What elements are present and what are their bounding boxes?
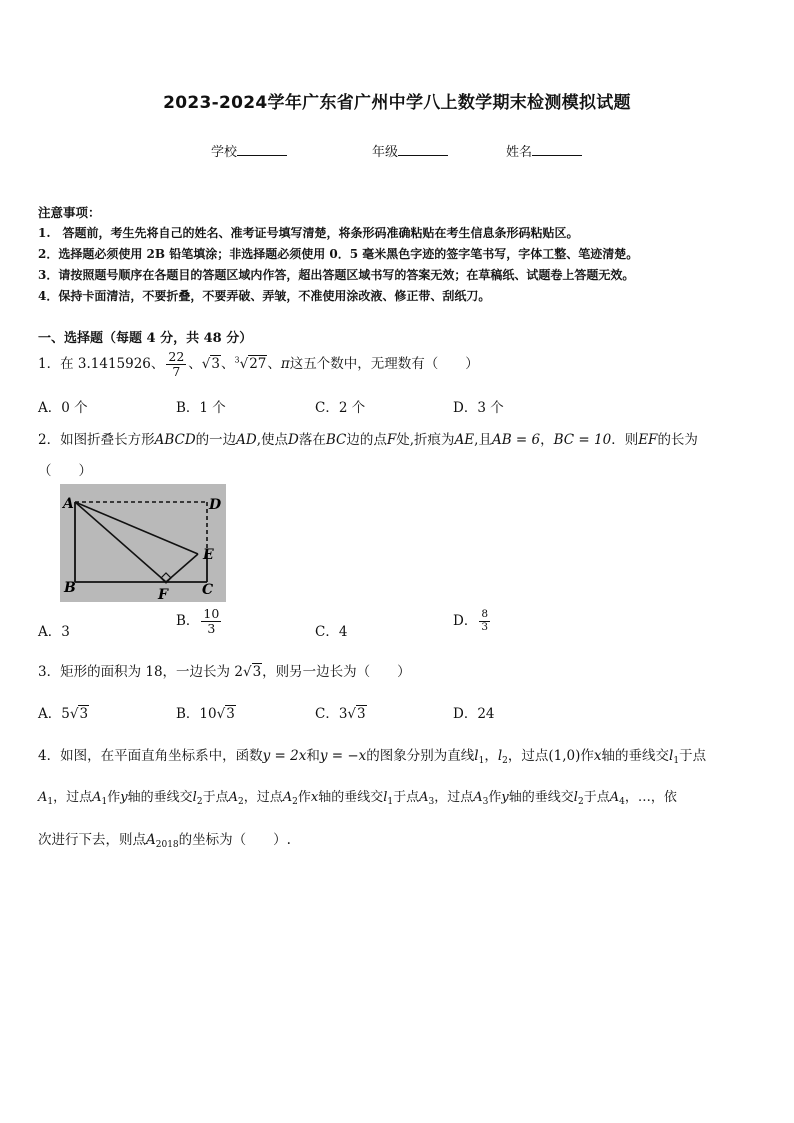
q1-cbrt-val: 27 xyxy=(249,355,267,372)
question-4-line-3 xyxy=(38,828,291,850)
label-d: D xyxy=(209,497,222,513)
grade-label: 年级 xyxy=(372,145,399,160)
q4-math: y xyxy=(501,790,509,805)
q4-math: A xyxy=(228,790,238,805)
q2-text: ,使点 xyxy=(256,432,289,448)
q4-text: 于点 xyxy=(583,790,610,805)
q2-text: 落在 xyxy=(298,432,326,448)
school-field xyxy=(211,141,287,160)
q4-text: 于点 xyxy=(202,790,229,805)
q4-math: y = 2x xyxy=(262,748,307,764)
cbrt-index: 3 xyxy=(234,355,240,365)
q1-sqrt: √3 xyxy=(201,355,220,372)
frac-den: 3 xyxy=(207,620,216,636)
q4-math: l xyxy=(669,748,674,764)
opt-rad: 3 xyxy=(357,706,366,722)
q2-math: EF xyxy=(638,432,658,448)
q4-text: ， xyxy=(484,748,498,764)
q4-text: 于点 xyxy=(393,790,420,805)
q4-math: A xyxy=(92,790,102,805)
q4-sub: 3 xyxy=(428,797,435,807)
q2-option-b[interactable] xyxy=(176,607,223,636)
q4-text: 轴的垂线交 xyxy=(601,748,670,764)
q1-sqrt-val: 3 xyxy=(211,355,220,372)
q1-option-b[interactable]: B．1 个 xyxy=(176,400,226,416)
frac-den: 3 xyxy=(481,621,489,633)
frac-num: 10 xyxy=(203,606,220,621)
q4-text: 作 xyxy=(297,790,311,805)
q4-sub: 3 xyxy=(482,797,489,807)
q4-sub: 2 xyxy=(292,797,298,807)
frac-num: 8 xyxy=(481,608,489,621)
q3-option-a[interactable]: A．5√3 xyxy=(38,706,89,722)
q2-text: ．则 xyxy=(611,432,639,448)
q4-math: A xyxy=(609,790,620,805)
q4-text: ，过点 xyxy=(507,748,549,764)
q2-text: ,且 xyxy=(474,432,492,448)
opt-prefix: D． xyxy=(453,613,478,629)
q2-figure xyxy=(60,484,226,602)
q1-pi: π xyxy=(280,355,290,372)
q2-text: 的长为 xyxy=(657,432,698,448)
q2-option-c[interactable]: C．4 xyxy=(315,624,348,640)
q4-math: l xyxy=(192,790,197,805)
q4-math: A xyxy=(38,790,48,805)
q4-math: y xyxy=(120,790,128,805)
label-c: C xyxy=(202,582,214,598)
q4-math: l xyxy=(573,790,578,805)
question-3: 3．矩形的面积为 18，一边长为 2√3，则另一边长为（ ） xyxy=(38,664,411,680)
q2-answer-bracket: （ ） xyxy=(38,463,92,479)
q4-sub: 1 xyxy=(387,797,394,807)
q2-math: D xyxy=(288,432,299,448)
frac-num: 22 xyxy=(168,349,185,364)
name-blank xyxy=(532,143,582,156)
label-e: E xyxy=(203,547,214,563)
q4-math: (1,0) xyxy=(548,748,581,764)
q4-sub: 1 xyxy=(478,756,485,766)
q4-text: 作 xyxy=(107,790,121,805)
q2-math: AE xyxy=(454,432,475,448)
q4-math: y = −x xyxy=(319,748,367,764)
name-label: 姓名 xyxy=(506,145,533,160)
grade-field xyxy=(372,141,448,160)
opt-prefix: A．5 xyxy=(38,706,70,722)
q1-sep: 、 xyxy=(267,355,281,372)
q4-sub: 2 xyxy=(196,797,203,807)
label-f: F xyxy=(158,587,168,602)
q2-math: AD xyxy=(236,432,257,448)
q4-sub: 2 xyxy=(577,797,584,807)
q3-prefix: 3．矩形的面积为 18，一边长为 2 xyxy=(38,664,243,680)
notice-item-2: 2．选择题必须使用 2B 铅笔填涂；非选择题必须使用 0．5 毫米黑色字迹的签字笔书写，字体工整、笔迹清楚。 xyxy=(38,247,639,261)
frac-den: 7 xyxy=(172,363,181,379)
q3-option-c[interactable]: C．3√3 xyxy=(315,706,366,722)
q4-sub: 1 xyxy=(47,797,54,807)
q2-text: 边的点 xyxy=(346,432,387,448)
label-a: A xyxy=(63,496,74,512)
q4-text: ，…，依 xyxy=(624,790,677,805)
q1-fraction xyxy=(166,350,186,379)
opt-rad: 3 xyxy=(226,706,235,722)
opt-prefix: C．3 xyxy=(315,706,348,722)
q4-sub: 1 xyxy=(101,797,108,807)
q2-opt-d-frac xyxy=(479,609,490,633)
q2-option-d[interactable] xyxy=(453,609,492,634)
q4-text: 的图象分别为直线 xyxy=(366,748,475,764)
q2-text: 的一边 xyxy=(195,432,237,448)
q4-text: 的坐标为（ ）. xyxy=(178,832,291,848)
q4-math: A xyxy=(473,790,483,805)
q1-sep: 、 xyxy=(188,355,202,372)
q4-text: 次进行下去，则点 xyxy=(38,832,146,848)
q4-math: A xyxy=(146,832,156,848)
q4-text: 和 xyxy=(306,748,320,764)
opt-rad: 3 xyxy=(79,706,89,722)
q4-text: 4．如图，在平面直角坐标系中，函数 xyxy=(38,748,263,764)
notice-item-4: 4．保持卡面清洁，不要折叠，不要弄破、弄皱，不准使用涂改液、修正带、刮纸刀。 xyxy=(38,289,491,303)
page-title: 2023-2024学年广东省广州中学八上数学期末检测模拟试题 xyxy=(163,93,631,113)
label-b: B xyxy=(64,580,76,596)
q2-opt-b-frac xyxy=(201,607,221,636)
section-title: 一、选择题（每题 4 分，共 48 分） xyxy=(38,331,253,346)
q4-math: A xyxy=(419,790,429,805)
q3-suffix: ，则另一边长为（ ） xyxy=(262,664,411,680)
q4-sub: 2 xyxy=(502,756,508,766)
q4-text: ，过点 xyxy=(434,790,474,805)
q4-text: 作 xyxy=(488,790,502,805)
notice-title: 注意事项： xyxy=(38,205,101,220)
q2-text: ， xyxy=(540,432,554,448)
name-field xyxy=(506,141,582,160)
opt-prefix: B．10 xyxy=(176,706,217,722)
q4-sub: 1 xyxy=(673,756,680,766)
q4-math: x xyxy=(593,748,602,764)
q3-option-d[interactable]: D．24 xyxy=(453,706,495,722)
q3-option-b[interactable]: B．10√3 xyxy=(176,706,235,722)
q4-text: 轴的垂线交 xyxy=(508,790,574,805)
q2-math: ABCD xyxy=(154,432,196,448)
q1-suffix: 这五个数中，无理数有（ ） xyxy=(289,355,479,372)
q3-rad: 3 xyxy=(252,664,262,680)
question-2 xyxy=(38,428,698,448)
q4-math: l xyxy=(474,748,479,764)
q2-text: 处,折痕为 xyxy=(396,432,455,448)
q4-math: l xyxy=(497,748,503,764)
q1-option-c[interactable]: C．2 个 xyxy=(315,400,366,416)
school-label: 学校 xyxy=(211,145,238,160)
question-4-line-2 xyxy=(38,786,677,807)
q4-sub: 4 xyxy=(619,797,625,807)
q1-prefix: 1．在 3.1415926、 xyxy=(38,355,165,372)
q2-math: AB = 6 xyxy=(491,432,541,448)
q4-sub: 2018 xyxy=(155,840,179,850)
notice-item-3: 3．请按照题号顺序在各题目的答题区域内作答，超出答题区域书写的答案无效；在草稿纸、试题卷上答题无效。 xyxy=(38,268,635,282)
notice-item-1: 1. 答题前，考生先将自己的姓名、准考证号填写清楚，将条形码准确粘贴在考生信息条形码粘贴区。 xyxy=(38,226,579,240)
q4-math: A xyxy=(282,790,293,805)
q1-cbrt: $^3$√27 xyxy=(234,355,267,372)
q2-text: 2．如图折叠长方形 xyxy=(38,432,155,448)
q4-text: 轴的垂线交 xyxy=(318,790,384,805)
q1-option-a[interactable]: A．0 个 xyxy=(38,400,88,416)
q4-text: 作 xyxy=(580,748,594,764)
q2-math: BC xyxy=(325,432,347,448)
q4-math: x xyxy=(310,790,319,805)
q4-text: 于点 xyxy=(679,748,707,764)
school-blank xyxy=(237,143,287,156)
q2-math: BC = 10 xyxy=(553,432,612,448)
q2-option-a[interactable]: A．3 xyxy=(38,624,70,640)
grade-blank xyxy=(398,143,448,156)
q4-text: 轴的垂线交 xyxy=(127,790,193,805)
q4-sub: 2 xyxy=(237,797,244,807)
opt-prefix: B． xyxy=(176,612,200,629)
q4-math: l xyxy=(383,790,388,805)
q1-option-d[interactable]: D．3 个 xyxy=(453,400,504,416)
q2-math: F xyxy=(386,432,397,448)
question-1 xyxy=(38,350,479,379)
q1-sep: 、 xyxy=(221,355,235,372)
q4-text: ，过点 xyxy=(243,790,283,805)
q4-text: ，过点 xyxy=(53,790,93,805)
question-4-line-1 xyxy=(38,744,706,766)
